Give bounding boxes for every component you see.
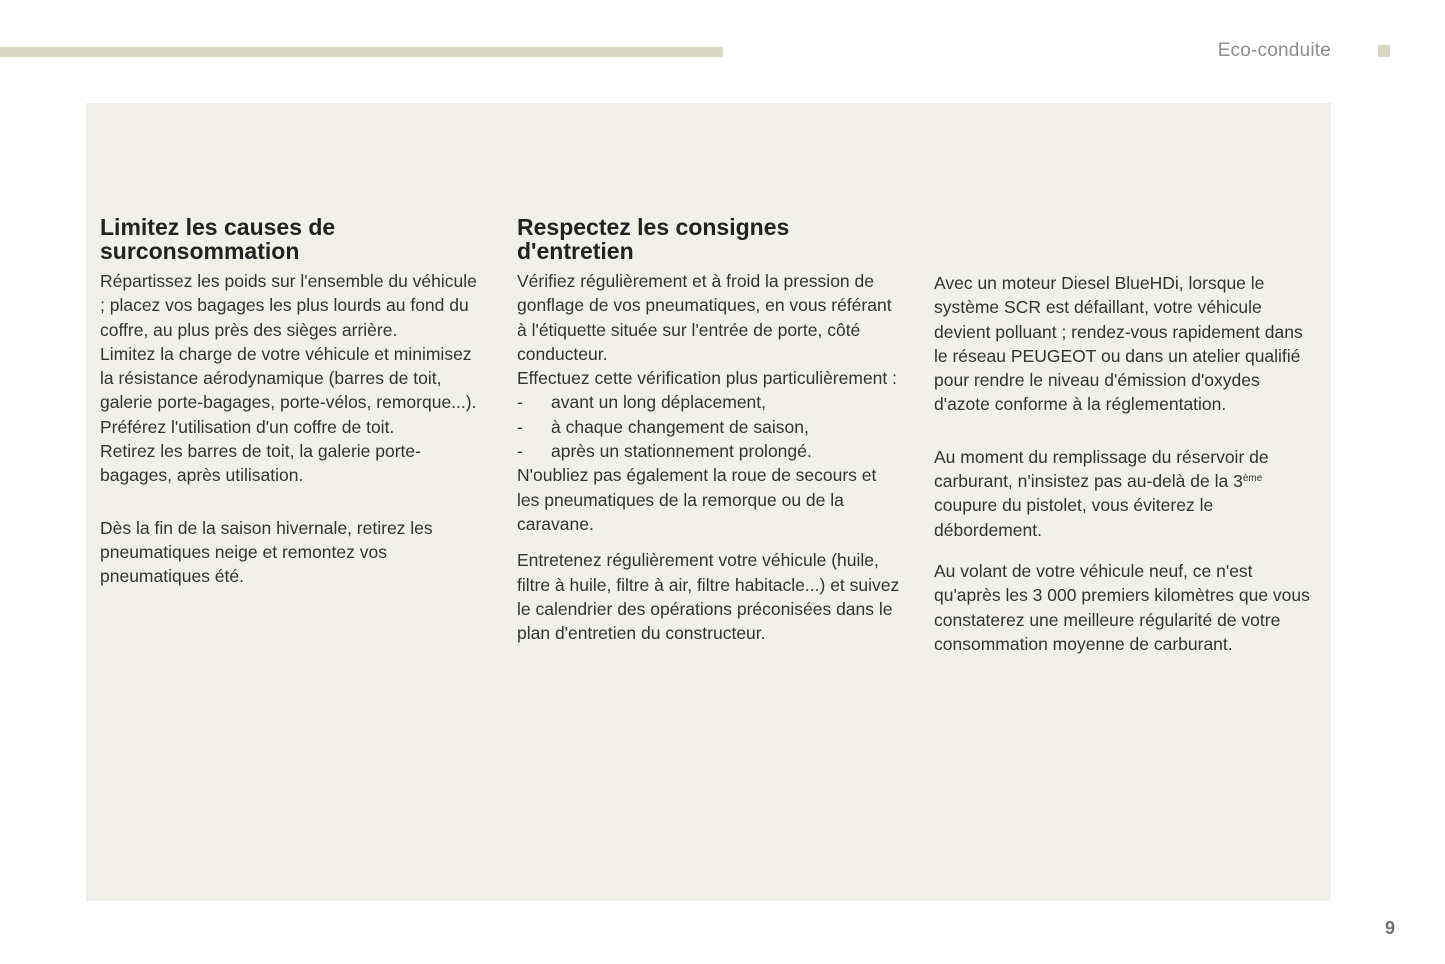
list-item-text: avant un long déplacement, xyxy=(551,392,767,413)
column-maintenance xyxy=(517,215,902,645)
ordinal-superscript: ème xyxy=(1242,473,1263,485)
list-item xyxy=(517,439,902,463)
heading-line: Respectez les consignes xyxy=(517,214,790,240)
paragraph-bluehdi-scr: Avec un moteur Diesel BlueHDi, lorsque le système SCR est défaillant, votre véhicule devient polluant ; rendez-vous rapidement dans le réseau PEUGEOT ou dans un atelier qualifié pour rendre le niveau d'émission d'oxydes d'azote conforme à la réglementation. xyxy=(934,273,1303,415)
paragraph-tyre-pressure: Vérifiez régulièrement et à froid la pression de gonflage de vos pneumatiques, en vous référant à l'étiquette située sur l'entrée de porte, côté conducteur. xyxy=(517,271,892,364)
heading-line: surconsommation xyxy=(100,238,300,264)
paragraph-refuelling xyxy=(934,445,1319,542)
list-item-text: après un stationnement prolongé. xyxy=(551,441,812,462)
heading-overconsumption xyxy=(100,215,485,263)
bullet-dash: - xyxy=(517,416,523,437)
paragraph-winter-tyres: Dès la fin de la saison hivernale, retirez les pneumatiques neige et remontez vos pneumatiques été. xyxy=(100,517,433,587)
refuelling-text: coupure du pistolet, vous éviterez le débordement. xyxy=(934,495,1214,540)
paragraph-weight: Répartissez les poids sur l'ensemble du véhicule ; placez vos bagages les plus lourds au fond du coffre, au plus près des sièges arrière. xyxy=(100,271,477,340)
list-item-text: à chaque changement de saison, xyxy=(551,416,809,437)
content-panel xyxy=(86,103,1331,901)
paragraph-running-in: Au volant de votre véhicule neuf, ce n'est qu'après les 3 000 premiers kilomètres que vous constaterez une meilleure régularité de votre consommation moyenne de carburant. xyxy=(934,560,1310,654)
paragraph-load: Limitez la charge de votre véhicule et minimisez la résistance aérodynamique (barres de toit, galerie porte-bagages, porte-vélos, remorque...). Préférez l'utilisation d'un coffre de toit. xyxy=(100,343,477,437)
heading-maintenance xyxy=(517,215,902,263)
list-item xyxy=(517,415,902,439)
paragraph-roof-bars: Retirez les barres de toit, la galerie porte-bagages, après utilisation. xyxy=(100,441,421,486)
refuelling-text: Au moment du remplissage du réservoir de carburant, n'insistez pas au-delà de la 3 xyxy=(934,446,1269,492)
paragraph-spare-wheel: N'oubliez pas également la roue de secours et les pneumatiques de la remorque ou de la caravane. xyxy=(517,465,877,534)
list-item xyxy=(517,390,902,414)
page-number: 9 xyxy=(1385,918,1396,938)
section-marker-square xyxy=(1378,45,1390,57)
bullet-dash: - xyxy=(517,392,523,413)
column-diesel xyxy=(934,271,1319,656)
section-title: Eco-conduite xyxy=(1217,40,1331,61)
heading-line: d'entretien xyxy=(517,238,634,264)
heading-line: Limitez les causes de xyxy=(100,214,336,240)
paragraph-check-when: Effectuez cette vérification plus particulièrement : xyxy=(517,368,898,389)
bullet-dash: - xyxy=(517,441,523,462)
column-overconsumption xyxy=(100,215,485,589)
header-accent-bar xyxy=(0,47,723,57)
paragraph-servicing: Entretenez régulièrement votre véhicule (huile, filtre à huile, filtre à air, filtre habitacle...) et suivez le calendrier des opérations préconisées dans le plan d'entretien du constructeur. xyxy=(517,550,900,644)
